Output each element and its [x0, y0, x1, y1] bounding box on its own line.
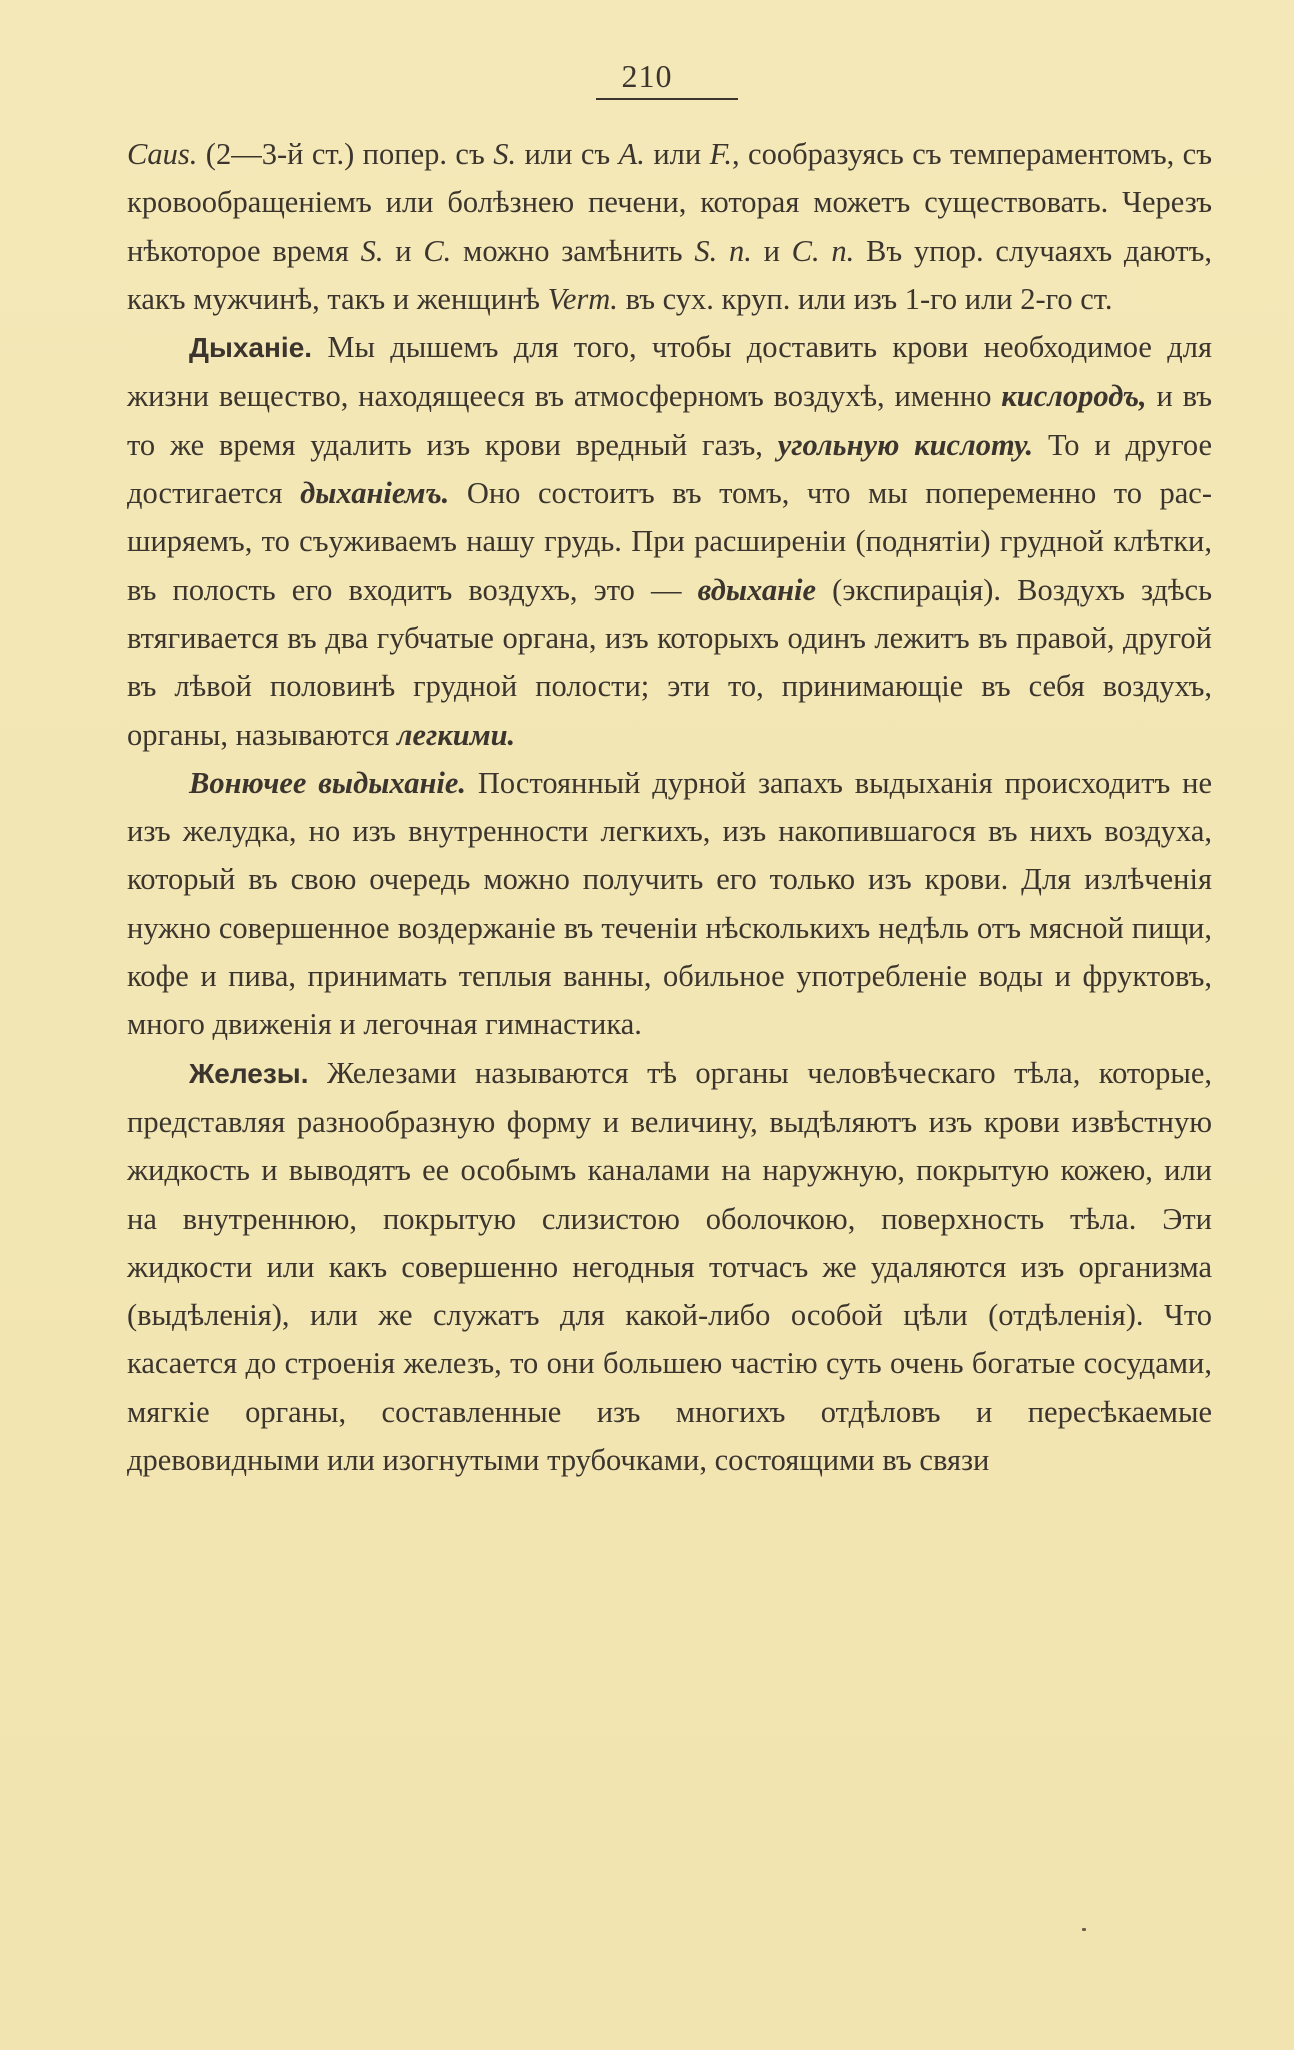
text-run: и: [751, 233, 792, 268]
text-run: Мы дышемъ для того, чтобы доставить крови необходимое для жизни вещество, находящееся въ атмосферномъ воздухѣ, именно: [127, 330, 1212, 414]
text-run: , сообразуясь съ темпераментомъ, съ кровообращеніемъ или болѣзнею печени, которая можетъ существовать. Черезъ нѣкоторое время: [127, 137, 1212, 268]
text-run: въ сух. круп. или изъ 1-го или 2-го ст.: [617, 281, 1113, 316]
section-heading: Дыханіе.: [189, 332, 313, 364]
body-text: [127, 130, 1212, 1484]
text-run: можно замѣнить: [451, 233, 695, 268]
emphasized-text: C.: [423, 233, 452, 268]
emphasized-text: легкими.: [396, 717, 516, 752]
text-run: (2—3-й ст.) попер. съ: [197, 137, 494, 171]
text-run: То и другое достигается: [127, 427, 1212, 511]
paragraph-breathing: [127, 323, 1212, 759]
emphasized-text: Caus.: [127, 137, 198, 171]
text-run: (экспирація). Воздухъ здѣсь втягивается въ два губчатые органа, изъ которыхъ одинъ лежитъ въ правой, другой въ лѣвой половинѣ грудной полости; эти то, принимающіе въ себя воздухъ, органы, называются: [127, 572, 1212, 752]
text-run: Въ упор. случаяхъ даютъ, какъ мужчинѣ, такъ и женщинѣ: [127, 233, 1213, 316]
text-run: или съ: [516, 137, 619, 171]
paragraph-bad-breath: [127, 759, 1212, 1049]
page-number-rule: [596, 98, 738, 100]
text-run: Оно состоитъ въ томъ, что мы попеременно то расширяемъ, то съуживаемъ нашу грудь. При расширеніи (поднятіи) грудной клѣтки, въ полость его входитъ воздухъ, это —: [127, 476, 1212, 607]
emphasized-text: A.: [618, 137, 645, 171]
print-speck: [1082, 1928, 1086, 1931]
emphasized-text: дыханіемъ.: [300, 476, 450, 511]
text-run: и: [383, 233, 424, 268]
emphasized-text: C. n.: [791, 233, 855, 268]
emphasized-text: вдыханіе: [697, 572, 817, 607]
paragraph-glands: [127, 1049, 1212, 1485]
page-number: 210: [621, 58, 673, 94]
emphasized-text: Вонючее выдыханіе.: [189, 765, 467, 800]
text-run: Железами называются тѣ органы человѣческаго тѣла, которые, представляя разнообразную форму и величину, выдѣляютъ изъ крови извѣстную жидкость и выводятъ ее особымъ каналами на наружную, покрытую кожею, или на внутреннюю, покрытую слизистою оболочкою, поверхность тѣла. Эти жидкости или какъ совершенно негодныя тотчасъ же удаляются изъ организма (выдѣленія), или же служатъ для какой-либо особой цѣли (отдѣленія). Что касается до строенія железъ, то они большею частію суть очень богатые сосудами, мягкіе органы, составленные изъ многихъ отдѣловъ и пересѣкаемые древовидными или изогнутыми трубочками, состоящими въ связи: [127, 1055, 1212, 1478]
paragraph-treatment: [127, 130, 1212, 323]
text-run: Постоянный дурной запахъ выдыханія происходитъ не изъ желудка, но изъ внутренности легкихъ, изъ накопившагося въ нихъ воздуха, который въ свою очередь можно получить его только изъ крови. Для излѣченія нужно совершенное воздержаніе въ теченіи нѣсколькихъ недѣль отъ мясной пищи, кофе и пива, принимать теплыя ванны, обильное употребленіе воды и фруктовъ, много движенія и легочная гимнастика.: [127, 765, 1212, 1042]
emphasized-text: S.: [360, 233, 384, 268]
section-heading: Железы.: [189, 1057, 309, 1089]
emphasized-text: F.: [709, 137, 732, 171]
emphasized-text: угольную кислоту.: [777, 427, 1034, 462]
text-run: и въ то же время удалить изъ крови вредный газъ,: [127, 379, 1212, 462]
text-run: или: [644, 137, 710, 171]
emphasized-text: Verm.: [547, 281, 618, 316]
emphasized-text: S.: [493, 137, 517, 171]
emphasized-text: S. n.: [694, 233, 752, 268]
emphasized-text: кислородъ,: [1001, 379, 1147, 414]
